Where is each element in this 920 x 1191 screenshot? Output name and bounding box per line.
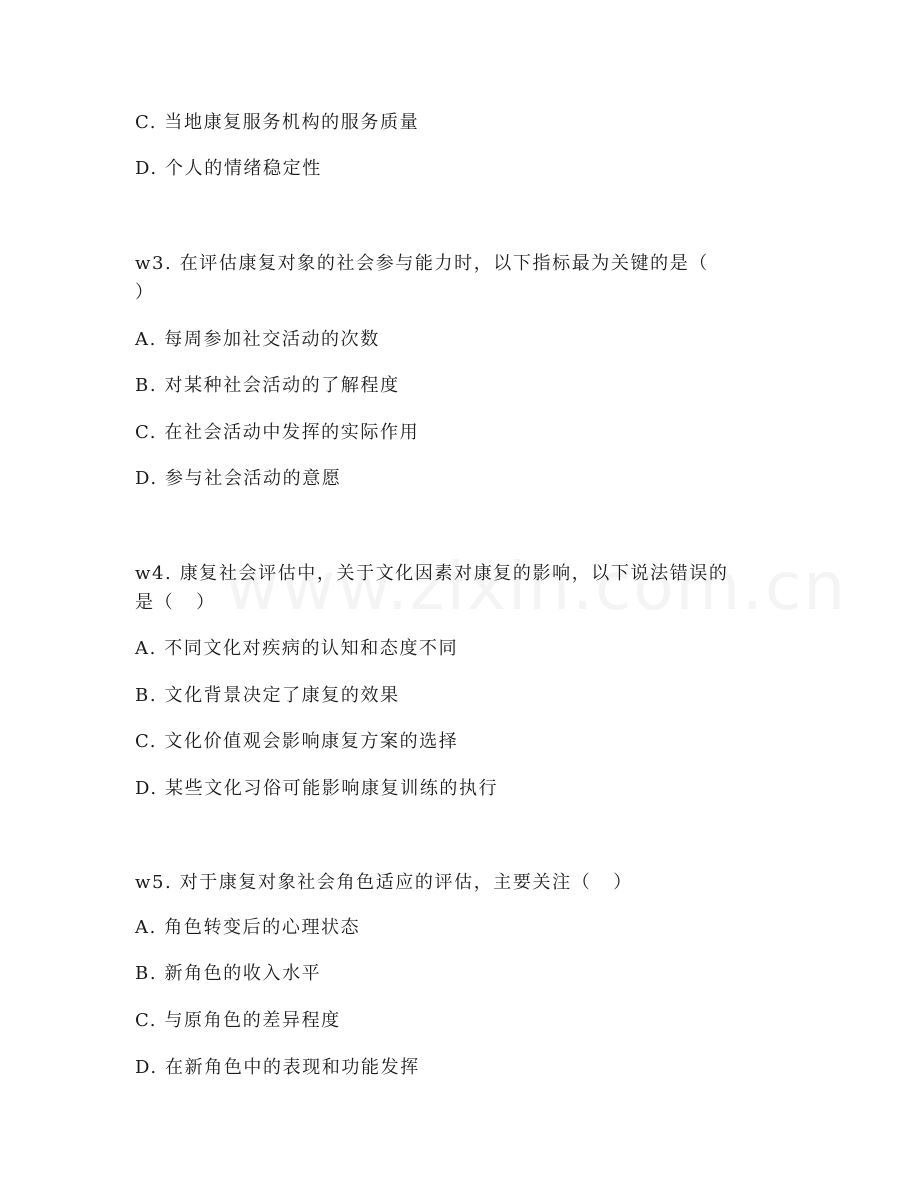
q5-option-d: D. 在新角色中的表现和功能发挥 (135, 1057, 420, 1078)
q3-option-b: B. 对某种社会活动的了解程度 (135, 375, 400, 396)
q5-option-a: A. 角色转变后的心理状态 (135, 917, 361, 938)
q3-stem-line1: w3. 在评估康复对象的社会参与能力时，以下指标最为关键的是（ (135, 253, 709, 274)
q3-option-c: C. 在社会活动中发挥的实际作用 (135, 422, 420, 443)
q2-option-c: C. 当地康复服务机构的服务质量 (135, 112, 420, 133)
q5-option-b: B. 新角色的收入水平 (135, 963, 322, 984)
q4-option-a: A. 不同文化对疾病的认知和态度不同 (135, 638, 459, 659)
q5-stem-line1: w5. 对于康复对象社会角色适应的评估，主要关注（ ） (135, 872, 633, 893)
q5-option-c: C. 与原角色的差异程度 (135, 1010, 341, 1031)
q4-stem-line2: 是（ ） (135, 592, 216, 613)
q3-option-d: D. 参与社会活动的意愿 (135, 468, 342, 489)
q4-stem-line1: w4. 康复社会评估中，关于文化因素对康复的影响，以下说法错误的 (135, 563, 729, 584)
q3-stem-line2: ） (135, 282, 155, 303)
q4-option-c: C. 文化价值观会影响康复方案的选择 (135, 731, 459, 752)
q4-option-d: D. 某些文化习俗可能影响康复训练的执行 (135, 778, 499, 799)
watermark (225, 548, 847, 625)
q3-option-a: A. 每周参加社交活动的次数 (135, 329, 380, 350)
q2-option-d: D. 个人的情绪稳定性 (135, 158, 322, 179)
q4-option-b: B. 文化背景决定了康复的效果 (135, 685, 400, 706)
